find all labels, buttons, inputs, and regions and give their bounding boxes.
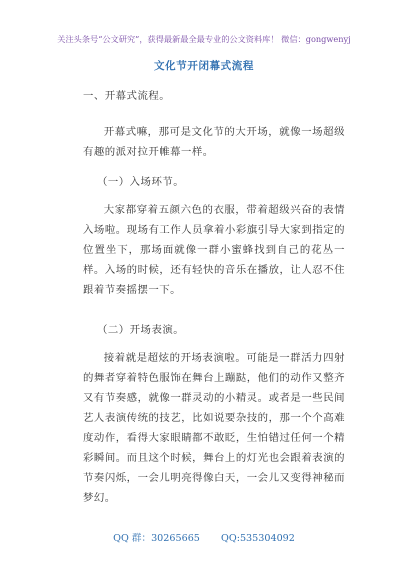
header-promo-note: 关注头条号“公文研究”，获得最新最全最专业的公文资料库！ 微信：gongwenyj xyxy=(57,34,351,44)
entrance-text: 大家都穿着五颜六色的衣服，带着超级兴奋的表情入场啦。现场有工作人员拿着小彩旗引导大家到指定的位置坐下，那场面就像一群小蜜蜂找到自己的花丛一样。入场的时候，还有轻快的音乐在播放，让人忍不住跟着节奏摇摆一下。 xyxy=(83,204,345,296)
subsection-heading-performance: （二）开场表演。 xyxy=(97,324,185,336)
performance-text: 接着就是超炫的开场表演啦。可能是一群活力四射的舞者穿着特色服饰在舞台上蹦跶，他们的动作又整齐又有节奏感，就像一群灵动的小精灵。或者是一些民间艺人表演传统的技艺，比如说要杂技的，那一个个高难度动作，看得大家眼睛都不敢眨，生怕错过任何一个精彩瞬间。而且这个时候，舞台上的灯光也会跟着表演的节奏闪烁，一会儿明亮得像白天，一会儿又变得神秘而梦幻。 xyxy=(83,352,345,504)
intro-paragraph xyxy=(83,122,345,162)
subsection-heading-entrance: （一）入场环节。 xyxy=(97,176,185,188)
performance-paragraph xyxy=(83,348,345,508)
document-title: 文化节开闭幕式流程 xyxy=(154,60,254,72)
section-heading-opening: 一、开幕式流程。 xyxy=(83,90,171,102)
footer-qq-group: QQ 群：30265665 xyxy=(113,533,200,544)
intro-text: 开幕式嘛，那可是文化节的大开场，就像一场超级有趣的派对拉开帷幕一样。 xyxy=(83,126,345,158)
footer-contact xyxy=(0,530,408,544)
footer-qq: QQ:535304092 xyxy=(220,533,295,544)
entrance-paragraph xyxy=(83,200,345,300)
